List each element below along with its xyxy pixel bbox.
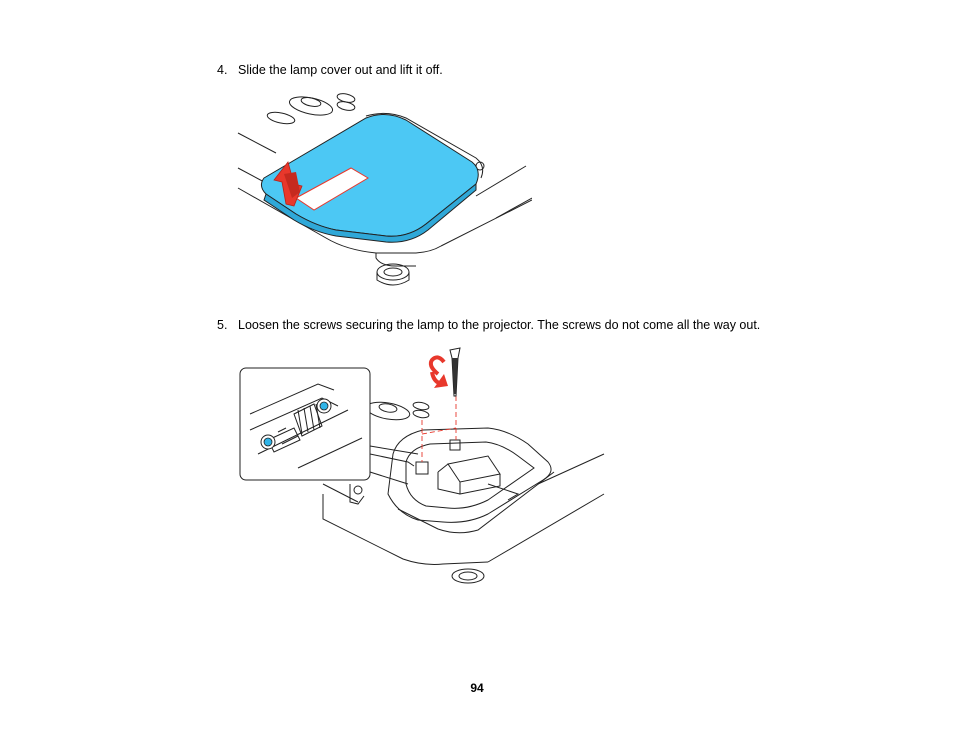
step-number: 5. bbox=[217, 318, 228, 332]
projector-lamp-screws-svg bbox=[238, 344, 608, 590]
page-number: 94 bbox=[470, 681, 484, 695]
lamp-cover-removal-illustration bbox=[236, 88, 532, 288]
lamp-screw-loosening-illustration bbox=[238, 344, 608, 590]
screw-highlight-left bbox=[261, 435, 275, 449]
step-text: Slide the lamp cover out and lift it off. bbox=[238, 63, 443, 77]
inset-detail-box bbox=[240, 368, 370, 480]
step-number: 4. bbox=[217, 63, 228, 77]
step-text: Loosen the screws securing the lamp to the projector. The screws do not come all the way out. bbox=[238, 318, 761, 332]
rotate-counterclockwise-icon bbox=[431, 357, 448, 388]
projector-lamp-cover-svg bbox=[236, 88, 532, 288]
screw-highlight-right bbox=[317, 399, 331, 413]
screwdriver-icon bbox=[450, 348, 460, 396]
